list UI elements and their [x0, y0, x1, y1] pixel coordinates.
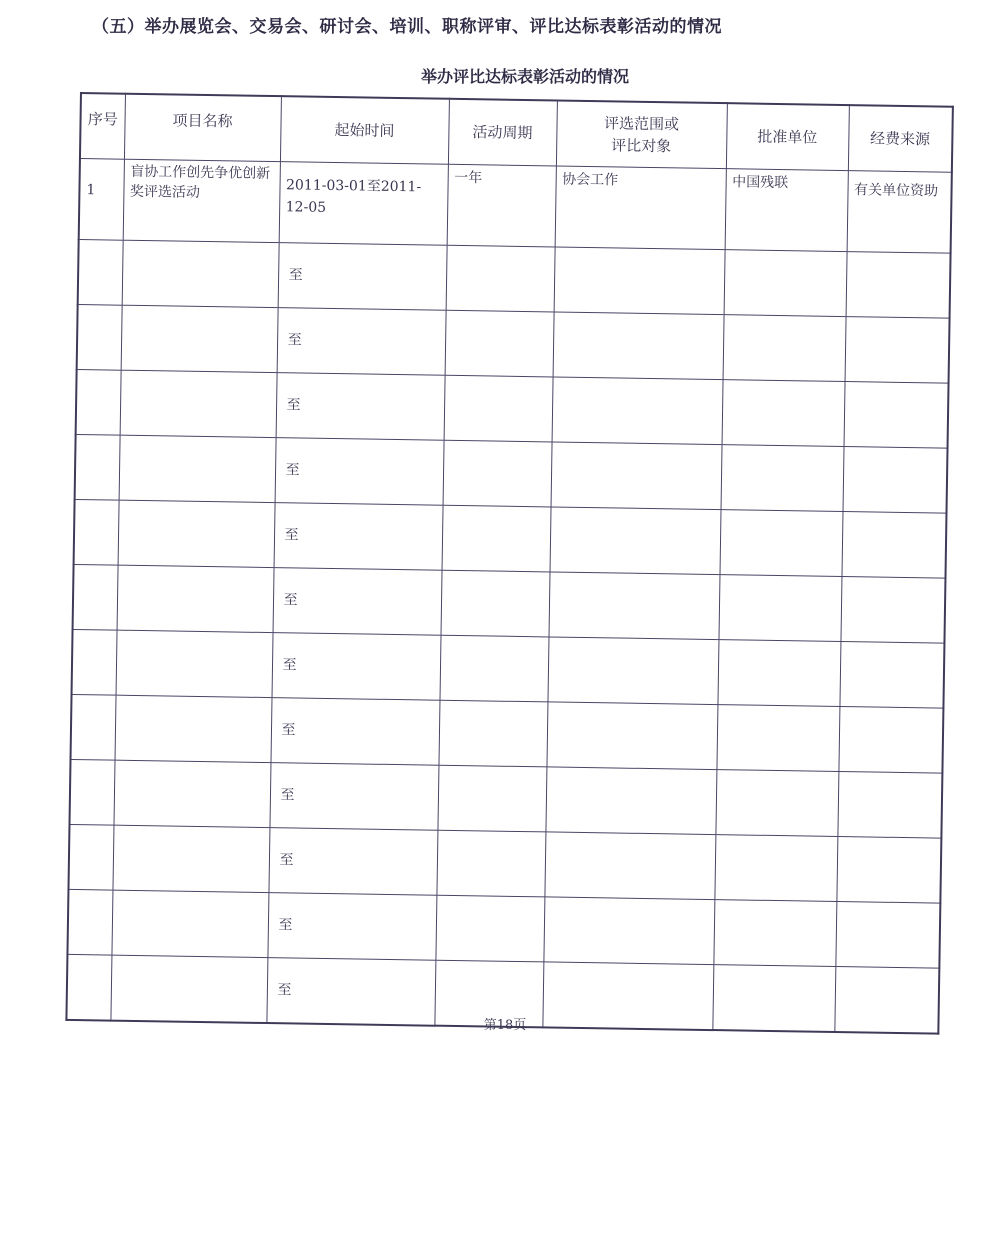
- cell-period: [435, 895, 544, 962]
- cell-approver: [715, 770, 838, 837]
- header-seq: 序号: [80, 93, 125, 159]
- cell-start-time: 2011-03-01至2011-12-05: [279, 162, 448, 246]
- cell-start-time: 至: [275, 438, 444, 506]
- cell-name: [110, 955, 267, 1023]
- header-name: 项目名称: [124, 94, 281, 162]
- cell-name: [112, 825, 269, 892]
- cell-scope: [550, 507, 721, 575]
- cell-scope: [552, 377, 723, 445]
- page-number: 第18页: [483, 1018, 527, 1033]
- cell-start-time: 至: [277, 308, 446, 376]
- cell-funding: [841, 512, 946, 579]
- cell-name: [118, 500, 275, 567]
- cell-funding: [844, 382, 949, 449]
- cell-period: [444, 375, 553, 442]
- cell-start-time: 至: [278, 243, 447, 311]
- cell-scope: [554, 247, 725, 315]
- cell-period: [446, 245, 555, 312]
- cell-scope: [551, 442, 722, 510]
- cell-approver: [713, 900, 836, 967]
- cell-funding: [839, 642, 944, 709]
- table-title: 举办评比达标表彰活动的情况: [420, 67, 629, 86]
- cell-name: [113, 760, 270, 827]
- cell-seq: [78, 239, 123, 305]
- cell-start-time: 至: [268, 828, 437, 896]
- header-scope-line2: 评比对象: [611, 136, 672, 156]
- header-scope: [556, 100, 727, 168]
- cell-name: [121, 305, 278, 372]
- cell-name: [119, 435, 276, 502]
- cell-scope: [544, 832, 715, 900]
- cell-name: 盲协工作创先争优创新奖评选活动: [123, 159, 280, 242]
- cell-seq: 1: [79, 159, 124, 241]
- cell-funding: [840, 577, 945, 644]
- cell-name: [115, 695, 272, 762]
- cell-approver: [724, 250, 847, 317]
- cell-start-time: 至: [266, 958, 435, 1026]
- cell-approver: [719, 510, 842, 577]
- cell-name: [122, 240, 279, 307]
- cell-seq: [69, 759, 114, 825]
- cell-funding: [836, 836, 941, 903]
- cell-start-time: 至: [269, 763, 438, 831]
- cell-approver: [717, 640, 840, 707]
- cell-period: [445, 310, 554, 377]
- cell-seq: [76, 369, 121, 435]
- cell-seq: [68, 824, 113, 890]
- cell-approver: [722, 380, 845, 447]
- cell-start-time: 至: [267, 893, 436, 961]
- cell-seq: [72, 629, 117, 695]
- cell-seq: [67, 889, 112, 955]
- cell-approver: [721, 445, 844, 512]
- cell-start-time: 至: [276, 373, 445, 441]
- cell-period: 一年: [447, 164, 556, 247]
- cell-funding: [845, 317, 950, 384]
- cell-period: [438, 700, 547, 767]
- cell-start-time: 至: [272, 633, 441, 701]
- cell-funding: [837, 771, 942, 838]
- cell-approver: [714, 835, 837, 902]
- cell-scope: [546, 702, 717, 770]
- cell-seq: [71, 694, 116, 760]
- cell-name: [111, 890, 268, 957]
- cell-approver: [718, 575, 841, 642]
- cell-period: [437, 765, 546, 832]
- table-row: [79, 159, 952, 254]
- cell-scope: [547, 637, 718, 705]
- section-heading: （五）举办展览会、交易会、研讨会、培训、职称评审、评比达标表彰活动的情况: [92, 17, 722, 37]
- cell-name: [117, 565, 274, 632]
- cell-funding: [838, 707, 943, 774]
- cell-seq: [77, 304, 122, 370]
- header-scope-line1: 评选范围或: [603, 114, 680, 134]
- cell-seq: [74, 499, 119, 565]
- cell-period: [442, 505, 551, 572]
- cell-funding: [846, 252, 951, 319]
- activities-table-container: [65, 92, 951, 1035]
- cell-scope: 协会工作: [555, 166, 726, 250]
- cell-scope: [553, 312, 724, 380]
- cell-funding: [843, 447, 948, 514]
- cell-seq: [75, 434, 120, 500]
- cell-seq: [73, 564, 118, 630]
- cell-period: [439, 635, 548, 702]
- cell-scope: [548, 572, 719, 640]
- cell-funding: 有关单位资助: [847, 171, 952, 254]
- cell-scope: [543, 897, 714, 965]
- header-period: 活动周期: [448, 99, 557, 166]
- cell-approver: [723, 315, 846, 382]
- cell-seq: [66, 954, 111, 1020]
- cell-approver: [716, 705, 839, 772]
- cell-name: [120, 370, 277, 437]
- cell-funding: [835, 901, 940, 968]
- cell-scope: [545, 767, 716, 835]
- cell-start-time: 至: [274, 503, 443, 571]
- cell-start-time: 至: [270, 698, 439, 766]
- header-funding: 经费来源: [848, 105, 953, 172]
- cell-period: [441, 570, 550, 637]
- cell-name: [116, 630, 273, 697]
- cell-start-time: 至: [273, 568, 442, 636]
- activities-table: [65, 92, 953, 1035]
- cell-approver: 中国残联: [725, 169, 848, 252]
- cell-period: [443, 440, 552, 507]
- header-start-time: 起始时间: [280, 96, 449, 164]
- header-approver: 批准单位: [726, 103, 849, 170]
- cell-period: [436, 830, 545, 897]
